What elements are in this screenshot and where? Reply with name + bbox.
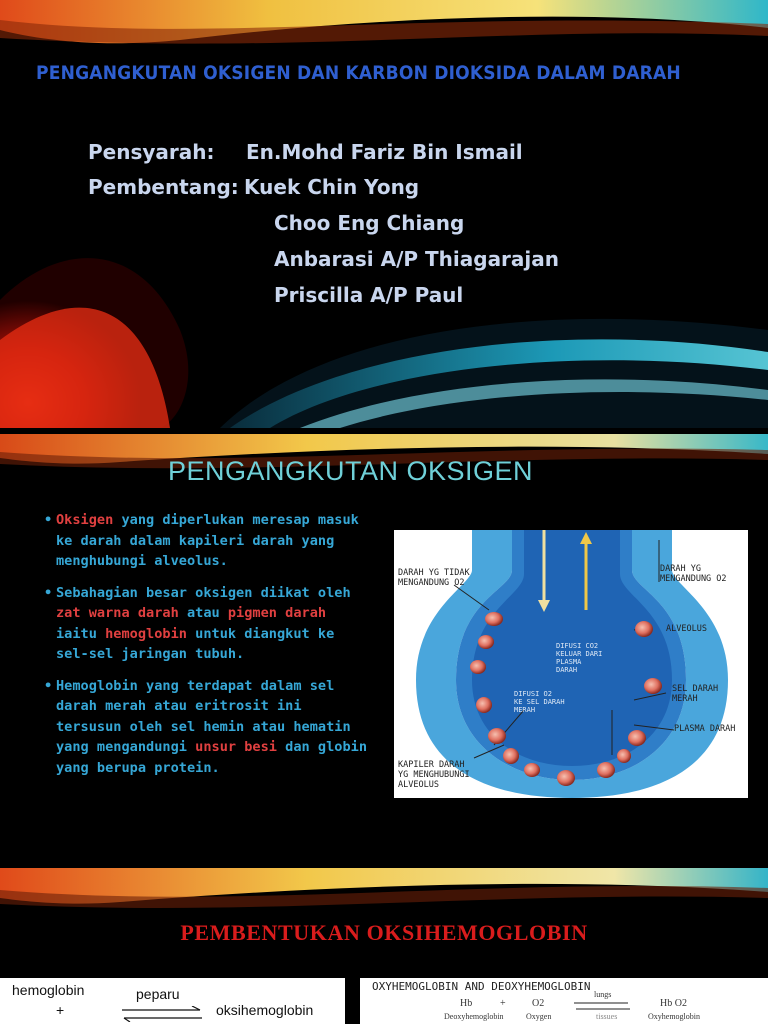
label-capillary: KAPILER DARAH YG MENGHUBUNGI ALVEOLUS <box>398 760 470 790</box>
highlight-text: zat warna darah <box>56 605 179 621</box>
bullet-text: untuk diangkut ke sel-sel jaringan tubuh. <box>56 625 335 662</box>
reactant-hemoglobin: hemoglobin <box>12 982 85 998</box>
hb-symbol: Hb <box>460 998 473 1009</box>
highlight-text: hemoglobin <box>105 625 187 642</box>
label-co2-diffusion: DIFUSI CO2 KELUAR DARI PLASMA DARAH <box>556 642 603 674</box>
plus-symbol: + <box>500 998 506 1009</box>
reversible-arrow-icon <box>120 1006 204 1022</box>
lecturer-label: Pensyarah: <box>88 140 215 164</box>
oxyhemoglobin-label: Oxyhemoglobin <box>648 1012 700 1021</box>
label-o2-diffusion: DIFUSI O2 KE SEL DARAH MERAH <box>514 690 565 714</box>
label-alveolus: ALVEOLUS <box>666 624 707 634</box>
label-oxygenated-blood: DARAH YG MENGANDUNG O2 <box>660 564 727 584</box>
hbo2-symbol: Hb O2 <box>660 998 687 1009</box>
highlight-text: pigmen darah <box>227 605 327 621</box>
bullet-text: yang diperlukan meresap masuk ke darah dalam kapileri darah yang menghubungi alveolus. <box>56 512 359 569</box>
bullet-list <box>44 510 374 789</box>
bullet-dot: • <box>44 677 53 694</box>
oxyhemoglobin-reference-image <box>360 978 768 1024</box>
presenter-name: Choo Eng Chiang <box>274 211 465 235</box>
bullet-dot: • <box>44 512 53 528</box>
bullet-text: dan globin yang berupa protein. <box>56 739 368 776</box>
presenter-name: Kuek Chin Yong <box>244 175 420 199</box>
bullet-text: Hemoglobin yang terdapat dalam sel darah merah atau eritrosit ini tersusun oleh sel hemin atau hematin yang mengandungi <box>56 677 351 755</box>
lungs-label: lungs <box>594 990 612 999</box>
bullet-item <box>44 583 374 665</box>
presentation-title: PENGANGKUTAN OKSIGEN DAN KARBON DIOKSIDA DALAM DARAH <box>36 62 681 84</box>
bullet-item <box>44 510 374 572</box>
label-red-blood-cell: SEL DARAH MERAH <box>672 684 719 704</box>
highlight-text: unsur besi <box>195 739 277 755</box>
label-blood-plasma: PLASMA DARAH <box>674 724 736 734</box>
oxyhemoglobin-slide <box>0 868 768 1024</box>
presenter-name: Priscilla A/P Paul <box>274 283 464 307</box>
label-deoxygenated-blood: DARAH YG TIDAK MENGANDUNG O2 <box>398 568 470 588</box>
bullet-dot: • <box>44 584 53 601</box>
alveolus-diagram <box>394 530 748 798</box>
oxygen-transport-slide <box>0 434 768 862</box>
reference-title: OXYHEMOGLOBIN AND DEOXYHEMOGLOBIN <box>372 980 591 993</box>
presenters-label: Pembentang: <box>88 175 239 199</box>
deoxyhemoglobin-label: Deoxyhemoglobin <box>444 1012 504 1021</box>
bullet-text: Sebahagian besar oksigen diikat oleh <box>56 584 351 601</box>
plus-sign: + <box>56 1002 65 1018</box>
title-slide <box>0 0 768 428</box>
slide-title: PEMBENTUKAN OKSIHEMOGLOBIN <box>180 920 588 945</box>
slide-title: PENGANGKUTAN OKSIGEN <box>168 456 534 486</box>
bullet-item <box>44 676 374 779</box>
reaction-condition: peparu <box>136 986 180 1002</box>
product-oxyhemoglobin: oksihemoglobin <box>216 1002 314 1018</box>
tissues-label: tissues <box>596 1012 618 1021</box>
highlight-text: Oksigen <box>56 512 114 528</box>
hemoglobin-equation <box>0 978 345 1024</box>
o2-symbol: O2 <box>532 998 545 1009</box>
bullet-text: atau <box>178 605 228 621</box>
oxygen-label: Oxygen <box>526 1012 552 1021</box>
presenter-name: Anbarasi A/P Thiagarajan <box>274 247 560 271</box>
bullet-text: iaitu <box>56 625 106 642</box>
reversible-arrow-icon <box>572 1000 632 1012</box>
lecturer-name: En.Mohd Fariz Bin Ismail <box>246 140 523 164</box>
